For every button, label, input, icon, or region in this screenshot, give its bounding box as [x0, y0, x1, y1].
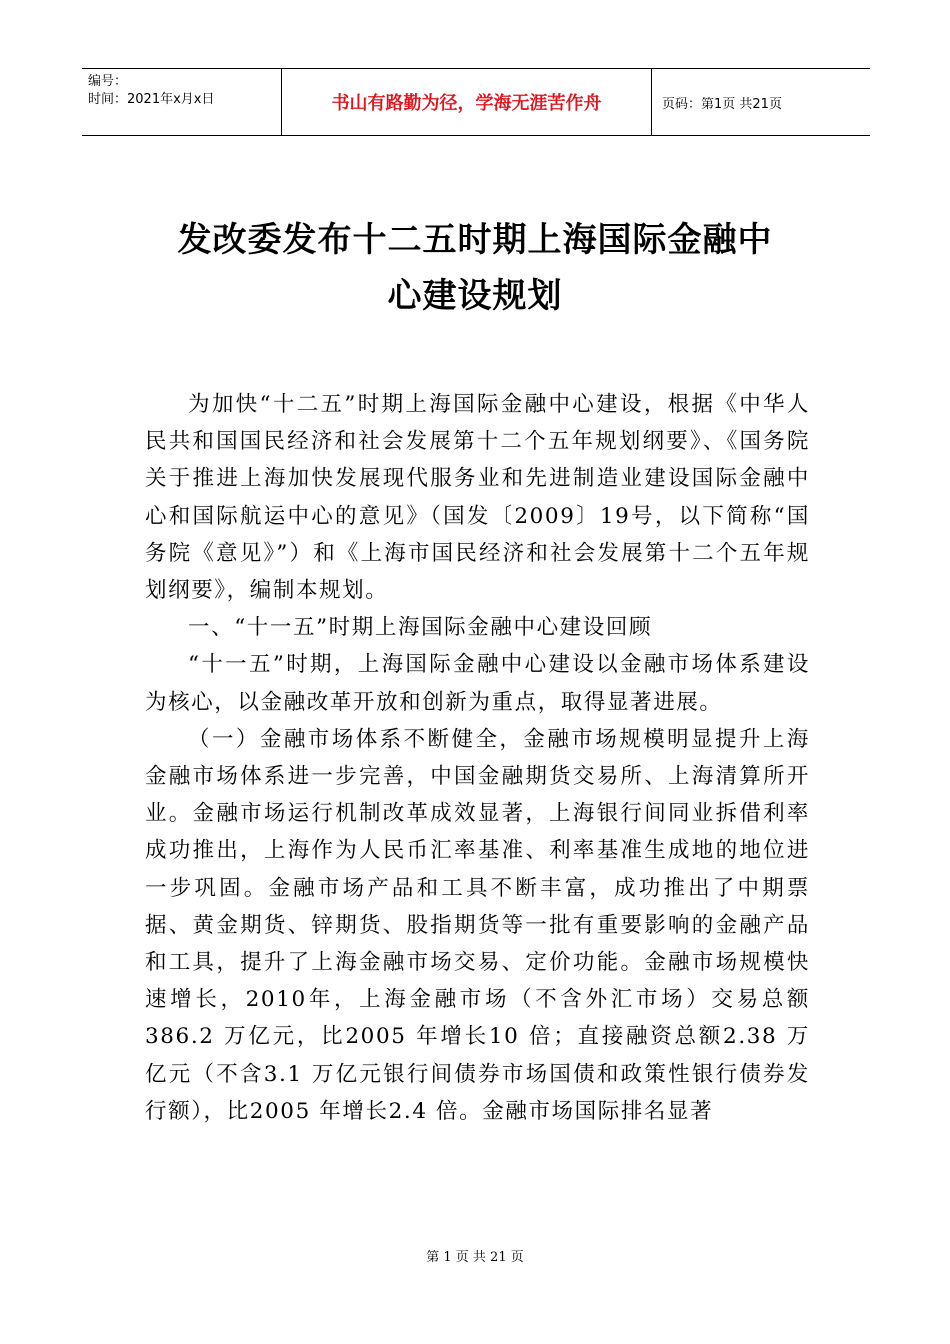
page-info: 页码：第1页 共21页: [662, 96, 782, 112]
paragraph: “十一五”时期，上海国际金融中心建设以金融市场体系建设为核心，以金融改革开放和创新为重点，取得显著进展。: [145, 652, 810, 715]
header-page-cell: [652, 69, 870, 135]
footer-page-number: 第 1 页 共 21 页: [426, 1250, 524, 1265]
motto-text: 书山有路勤为径，学海无涯苦作舟: [331, 93, 602, 114]
number-label: 编号：: [88, 74, 128, 89]
document-body: [145, 386, 810, 1130]
paragraph: 为加快“十二五”时期上海国际金融中心建设，根据《中华人民共和国国民经济和社会发展第十二个五年规划纲要》、《国务院关于推进上海加快发展现代服务业和先进制造业建设国际金融中心和国际航运中心的意见》（国发〔2009〕19号，以下简称“国务院《意见》”）和《上海市国民经济和社会发展第十二个五年规划纲要》，编制本规划。: [145, 392, 810, 604]
header-motto-cell: [282, 69, 652, 135]
document-title: [100, 212, 850, 324]
header-meta-cell: [82, 69, 282, 135]
page-footer: [0, 1246, 950, 1265]
section-heading: 一、“十一五”时期上海国际金融中心建设回顾: [188, 615, 653, 641]
paragraph: （一）金融市场体系不断健全，金融市场规模明显提升上海金融市场体系进一步完善，中国金融期货交易所、上海清算所开业。金融市场运行机制改革成效显著，上海银行间同业拆借利率成功推出，上海作为人民币汇率基准、利率基准生成地的地位进一步巩固。金融市场产品和工具不断丰富，成功推出了中期票据、黄金期货、锌期货、股指期货等一批有重要影响的金融产品和工具，提升了上海金融市场交易、定价功能。金融市场规模快速增长，2010年，上海金融市场（不含外汇市场）交易总额386.2 万亿元，比2005 年增长10 倍；直接融资总额2.38 万亿元（不含3.1 万亿元银行间债券市场国债和政策性银行债券发行额），比2005 年增长2.4 倍。金融市场国际排名显著: [145, 726, 810, 1124]
time-label: 时间：2021年x月x日: [88, 92, 215, 107]
title-line-2: 心建设规划: [387, 276, 563, 316]
document-header: [82, 68, 870, 136]
title-line-1: 发改委发布十二五时期上海国际金融中: [177, 220, 773, 260]
